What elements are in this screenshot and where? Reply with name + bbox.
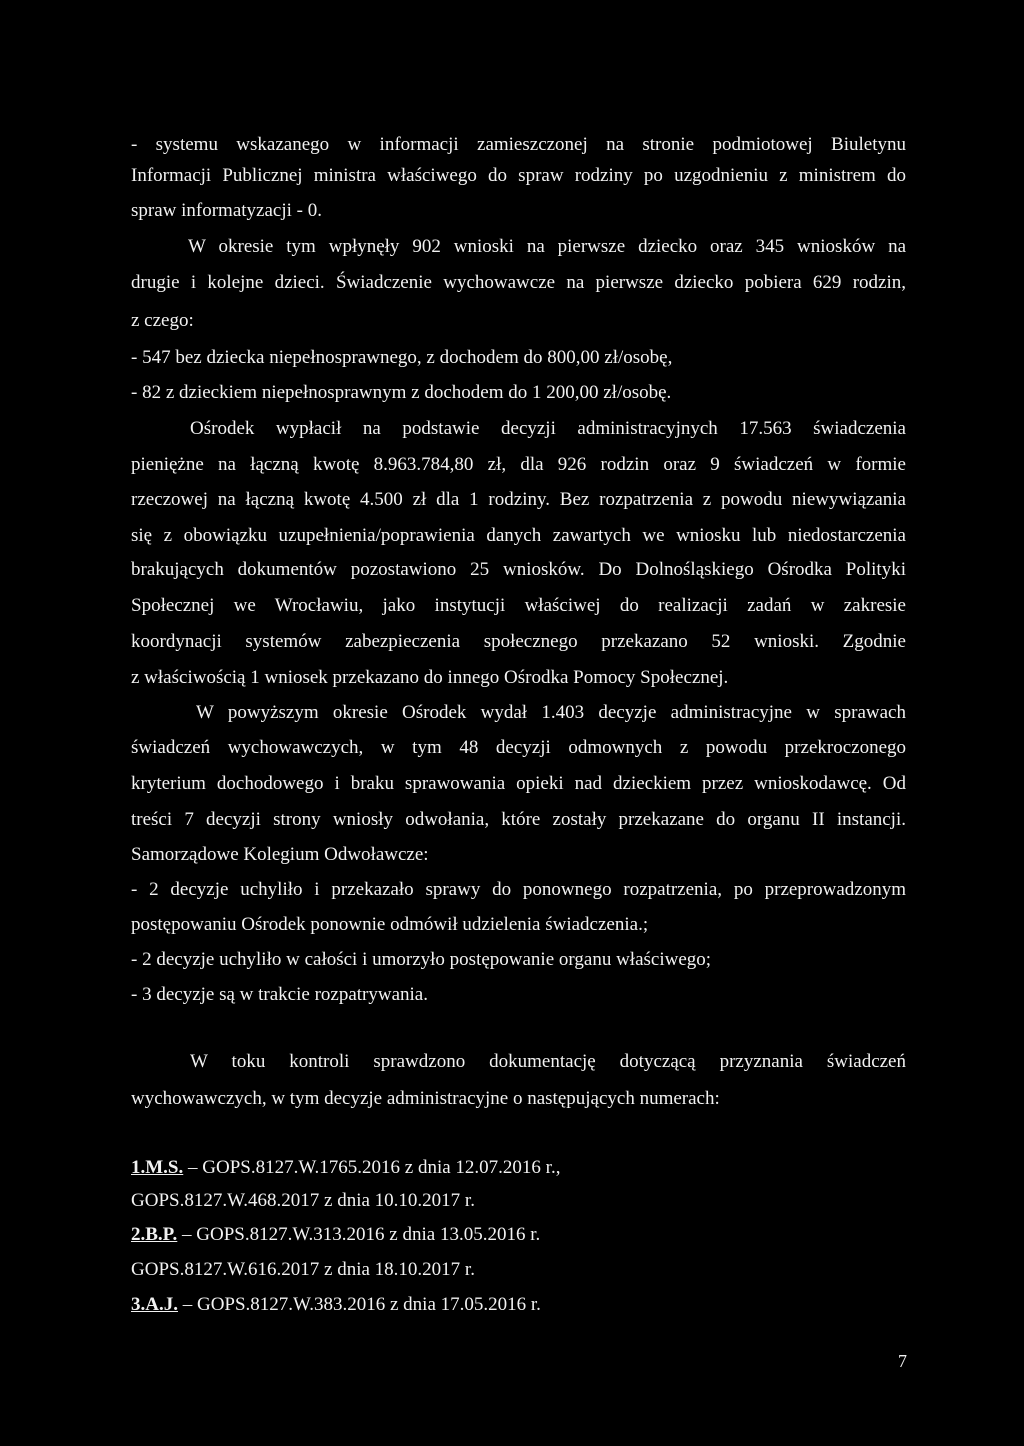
reference-label: 3.A.J.	[131, 1294, 178, 1315]
reference-text: – GOPS.8127.W.383.2016 z dnia 17.05.2016 r.	[177, 1294, 541, 1315]
text-line: W toku kontroli sprawdzono dokumentację dotyczącą przyznania świadczeń	[190, 1051, 906, 1072]
text-line: Społecznej we Wrocławiu, jako instytucji właściwej do realizacji zadań w zakresie	[131, 595, 906, 616]
text-line: - 3 decyzje są w trakcie rozpatrywania.	[131, 984, 428, 1005]
decision-reference	[131, 1153, 906, 1183]
text-line: z czego:	[131, 310, 194, 331]
page-number: 7	[898, 1351, 907, 1371]
text-line: rzeczowej na łączną kwotę 4.500 zł dla 1 rodziny. Bez rozpatrzenia z powodu niewywiązania	[131, 489, 906, 510]
text-line: świadczeń wychowawczych, w tym 48 decyzji odmownych z powodu przekroczonego	[131, 737, 906, 758]
decision-reference	[131, 1220, 906, 1250]
text-line: się z obowiązku uzupełnienia/poprawienia danych zawartych we wniosku lub niedostarczenia	[131, 525, 906, 546]
text-line: - 547 bez dziecka niepełnosprawnego, z dochodem do 800,00 zł/osobę,	[131, 347, 673, 368]
text-line: koordynacji systemów zabezpieczenia społecznego przekazano 52 wnioski. Zgodnie	[131, 631, 906, 652]
reference-label: 1.M.S.	[131, 1157, 184, 1178]
text-line: spraw informatyzacji - 0.	[131, 200, 322, 221]
reference-text: – GOPS.8127.W.1765.2016 z dnia 12.07.2016 r.,	[183, 1157, 561, 1178]
text-line: Samorządowe Kolegium Odwoławcze:	[131, 844, 429, 865]
text-line: postępowaniu Ośrodek ponownie odmówił udzielenia świadczenia.;	[131, 914, 649, 935]
decision-reference	[131, 1290, 906, 1320]
text-line: - 2 decyzje uchyliło w całości i umorzyło postępowanie organu właściwego;	[131, 949, 712, 970]
text-line: Informacji Publicznej ministra właściwego do spraw rodziny po uzgodnieniu z ministrem do	[131, 165, 906, 186]
text-line: - 82 z dzieckiem niepełnosprawnym z dochodem do 1 200,00 zł/osobę.	[131, 382, 672, 403]
reference-text: – GOPS.8127.W.313.2016 z dnia 13.05.2016 r.	[177, 1224, 541, 1245]
text-line: wychowawczych, w tym decyzje administracyjne o następujących numerach:	[131, 1088, 720, 1109]
reference-text: GOPS.8127.W.468.2017 z dnia 10.10.2017 r.	[131, 1190, 475, 1211]
reference-label: 2.B.P.	[131, 1224, 178, 1245]
decision-reference	[131, 1186, 906, 1216]
text-line: kryterium dochodowego i braku sprawowania opieki nad dzieckiem przez wnioskodawcę. Od	[131, 773, 906, 794]
text-line: W okresie tym wpłynęły 902 wnioski na pierwsze dziecko oraz 345 wniosków na	[188, 236, 906, 257]
text-line: drugie i kolejne dzieci. Świadczenie wychowawcze na pierwsze dziecko pobiera 629 rodzin,	[131, 272, 906, 293]
decision-reference	[131, 1255, 906, 1285]
text-line: z właściwością 1 wniosek przekazano do innego Ośrodka Pomocy Społecznej.	[131, 667, 729, 688]
text-line: brakujących dokumentów pozostawiono 25 wniosków. Do Dolnośląskiego Ośrodka Polityki	[131, 559, 906, 580]
text-line: Ośrodek wypłacił na podstawie decyzji administracyjnych 17.563 świadczenia	[190, 418, 906, 439]
text-line: - 2 decyzje uchyliło i przekazało sprawy do ponownego rozpatrzenia, po przeprowadzonym	[131, 879, 906, 900]
text-line: pieniężne na łączną kwotę 8.963.784,80 zł, dla 926 rodzin oraz 9 świadczeń w formie	[131, 454, 906, 475]
text-line: treści 7 decyzji strony wniosły odwołania, które zostały przekazane do organu II instancji.	[131, 809, 906, 830]
text-line: W powyższym okresie Ośrodek wydał 1.403 decyzje administracyjne w sprawach	[196, 702, 906, 723]
text-line: - systemu wskazanego w informacji zamieszczonej na stronie podmiotowej Biuletynu	[131, 134, 906, 155]
reference-text: GOPS.8127.W.616.2017 z dnia 18.10.2017 r.	[131, 1259, 475, 1280]
